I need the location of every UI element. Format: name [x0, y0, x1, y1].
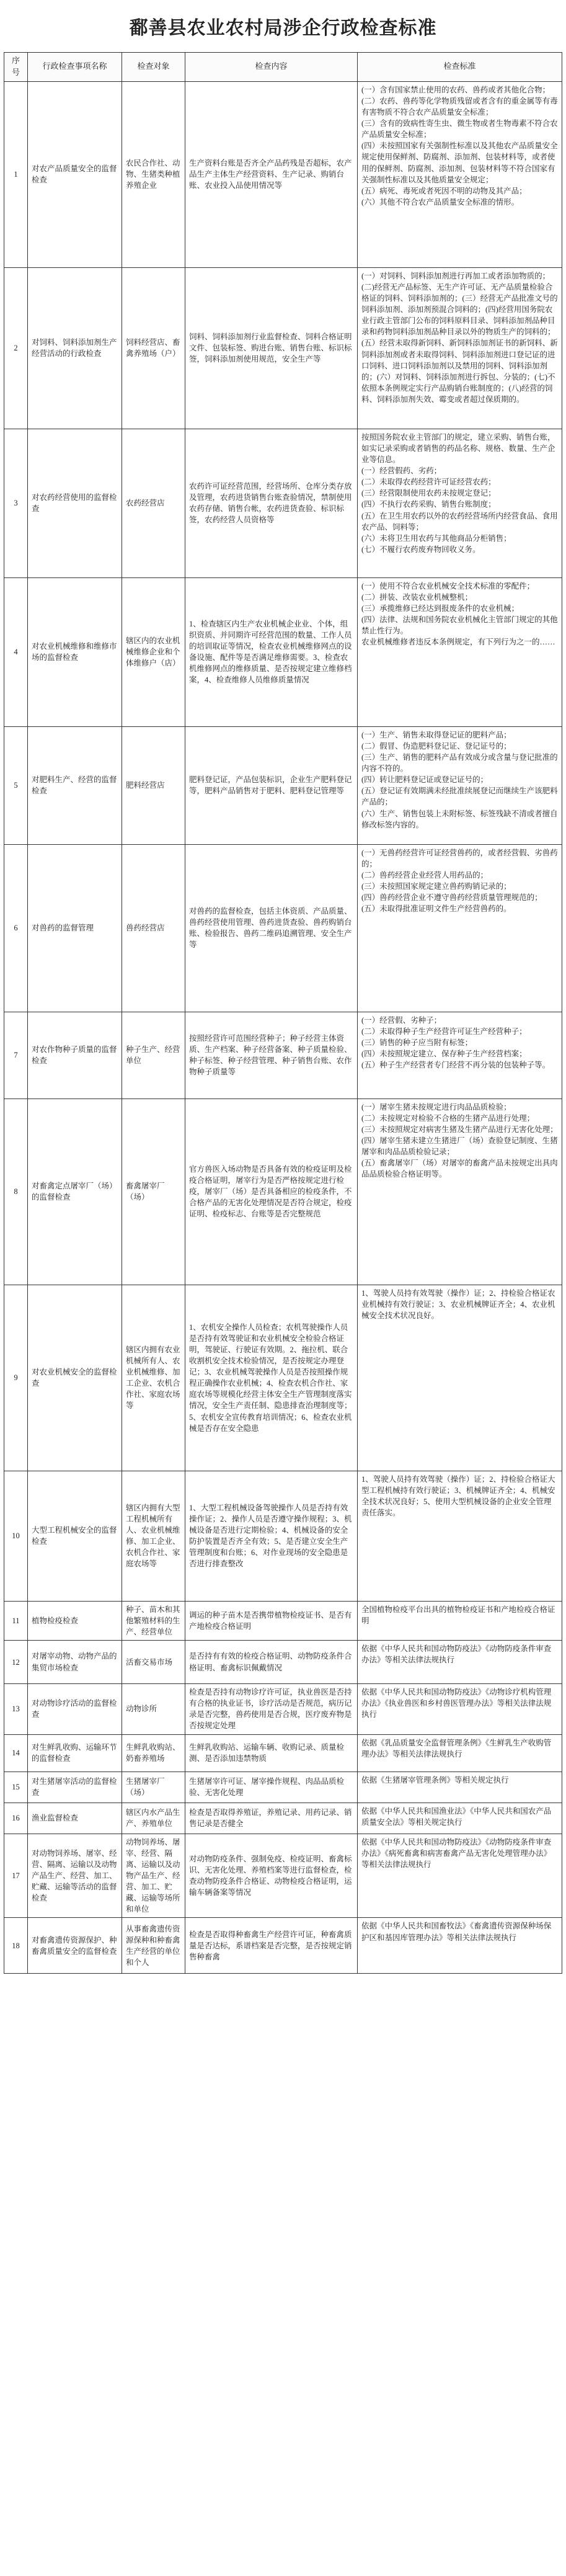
table-row: [4, 1099, 562, 1285]
row-number: 4: [4, 577, 28, 726]
inspection-standards-table: [4, 52, 562, 1974]
row-basis: 依据《中华人民共和国动物防疫法》《动物诊疗机构管理办法》《执业兽医和乡村兽医管理办法》等相关法律法规执行: [358, 1684, 562, 1735]
row-number: 13: [4, 1684, 28, 1735]
header-basis: 检查标准: [358, 53, 562, 82]
row-item: 对生猪屠宰活动的监督检查: [28, 1772, 122, 1803]
row-target: 农药经营店: [122, 429, 185, 577]
row-number: 15: [4, 1772, 28, 1803]
table-row: [4, 81, 562, 267]
row-basis: 依据《中华人民共和国畜牧法》《畜禽遗传资源保种场保护区和基因库管理办法》等相关法律法规执行: [358, 1918, 562, 1974]
row-content: 农药许可证经营范围，经营场所、仓库分类存放及管理，农药进货销售台账查验情况，禁制使用农药存储、销售台帐，农药进货查验、标识标签，农药经营人员资格等: [185, 429, 358, 577]
row-item: 对农业机械维修和维修市场的监督检查: [28, 577, 122, 726]
row-basis: 依据《乳品质量安全监督管理条例》《生鲜乳生产收购管理办法》等相关法律法规执行: [358, 1734, 562, 1772]
table-body: [4, 81, 562, 1974]
header-content: 检查内容: [185, 53, 358, 82]
row-number: 2: [4, 267, 28, 429]
row-content: 1、农机安全操作人员检查；农机驾驶操作人员是否持有效驾驶证和农业机械安全检验合格证明，驾驶证、行驶证有效期。2、拖拉机、联合收割机安全技术检验情况，是否按规定办理登记；3、农业机械驾驶操作人员是否按照操作规程正确操作农业机械；4、检查农机合作社、家庭农场等规模化经营主体安全生产管理制度落实情况，安全生产责任制、隐患排查治理制度等；5、农机安全宣传教育培训情况；6、检查农业机械是否存在安全隐患: [185, 1285, 358, 1471]
table-row: [4, 1772, 562, 1803]
row-content: 饲料、饲料添加剂行业监督检查、饲料合格证明文件、包装标签、购进台账、销售台账、标识标签，饲料添加剂使用规范，安全生产等: [185, 267, 358, 429]
row-content: 按照经营许可范围经营种子；种子经营主体资质、生产档案、种子经营备案、种子质量检验、种子标签、种子经营管理、种子销售台账、农作物种子质量等: [185, 1012, 358, 1099]
row-basis: (一）经营假、劣种子； (二）未取得种子生产经营许可证生产经营种子； (三）销售的种子应当附有标签； (四）未按照规定建立、保存种子生产经营档案； (五）种子生产经营者专门经营不再分装的包装种子等。: [358, 1012, 562, 1099]
row-target: 农民合作社、动物、生猪类种植养殖企业: [122, 81, 185, 267]
row-target: 辖区内水产品生产、养殖单位: [122, 1803, 185, 1834]
row-basis: 依据《中华人民共和国渔业法》《中华人民共和国农产品质量安全法》等相关规定执行: [358, 1803, 562, 1834]
row-number: 7: [4, 1012, 28, 1099]
row-basis: 1、驾驶人员持有效驾驶（操作）证；2、持检验合格证大型工程机械持有效行驶证；3、机械牌证齐全；4、机械安全技术状况良好；5、使用大型机械设备的企业安全管理责任落实。: [358, 1471, 562, 1601]
row-basis: (一）屠宰生猪未按规定进行肉品品质检验； (二）未按规定对检验不合格的生猪产品进行处理； (三）未按照规定对病害生猪及生猪产品进行无害化处理； (四）屠宰生猪未建立生猪进厂（场）查验登记制度、生猪屠宰和肉品品质检验记录； (五）畜禽屠宰厂（场）对屠宰的畜禽产品未按规定出具肉品品质检验合格证明等。: [358, 1099, 562, 1285]
row-basis: 全国植物检疫平台出具的植物检疫证书和产地检疫合格证明: [358, 1601, 562, 1640]
row-target: 种子生产、经营单位: [122, 1012, 185, 1099]
row-content: 1、大型工程机械设备驾驶操作人员是否持有效操作证；2、操作人员是否遵守操作规程；3、机械设备是否进行定期检验；4、机械设备的安全防护装置是否齐全有效；5、是否建立安全生产管理制度和台账；6、对作业现场的安全隐患是否进行排查整改: [185, 1471, 358, 1601]
row-basis: 依据《生猪屠宰管理条例》等相关规定执行: [358, 1772, 562, 1803]
row-number: 6: [4, 844, 28, 1012]
row-target: 生鲜乳收购站、奶畜养殖场: [122, 1734, 185, 1772]
row-number: 16: [4, 1803, 28, 1834]
row-content: 肥料登记证，产品包装标识，企业生产肥料登记等，肥料产品销售对于肥料、肥料登记管理等: [185, 726, 358, 844]
row-item: 对农产品质量安全的监督检查: [28, 81, 122, 267]
row-number: 1: [4, 81, 28, 267]
row-content: 生产资料台账是否齐全产品药残是否超标，农产品生产主体生产经营资料、生产记录、购销台账、农业投入品使用情况等: [185, 81, 358, 267]
table-row: [4, 1803, 562, 1834]
row-target: 畜禽屠宰厂（场）: [122, 1099, 185, 1285]
table-row: [4, 1641, 562, 1684]
row-content: 检查是否持有动物诊疗许可证，执业兽医是否持有合格的执业证书，诊疗活动是否规范，病历记录是否完整，兽药使用是否合规，医疗废弃物是否按规定处理: [185, 1684, 358, 1735]
row-item: 对屠宰动物、动物产品的集贸市场检查: [28, 1641, 122, 1684]
header-target: 检查对象: [122, 53, 185, 82]
row-target: 生猪屠宰厂（场）: [122, 1772, 185, 1803]
table-row: [4, 1734, 562, 1772]
row-number: 3: [4, 429, 28, 577]
row-target: 从事畜禽遗传资源保种和种畜禽生产经营的单位和个人: [122, 1918, 185, 1974]
row-content: 官方兽医入场动物是否具备有效的检疫证明及检疫合格证明，屠宰行为是否严格按规定进行检疫，屠宰厂（场）是否具备相应的检疫条件，不合格产品的无害化处理情况是否符合规定，检疫证明、检疫标志、台账等是否完整规范: [185, 1099, 358, 1285]
row-target: 辖区内拥有大型工程机械所有人、农业机械维修、加工企业、农机合作社、家庭农场等: [122, 1471, 185, 1601]
table-row: [4, 1471, 562, 1601]
row-item: 对农药经营使用的监督检查: [28, 429, 122, 577]
row-content: 检查是否取得养殖证，养殖记录、用药记录、销售记录是否健全: [185, 1803, 358, 1834]
row-number: 5: [4, 726, 28, 844]
table-row: [4, 1684, 562, 1735]
row-number: 14: [4, 1734, 28, 1772]
row-content: 是否持有有效的检疫合格证明、动物防疫条件合格证明、畜禽标识佩戴情况: [185, 1641, 358, 1684]
row-number: 18: [4, 1918, 28, 1974]
table-row: [4, 1285, 562, 1471]
table-row: [4, 1601, 562, 1640]
row-item: 对动物饲养场、屠宰、经营、隔离、运输以及动物产品生产、经营、加工、贮藏、运输等活动的监督检查: [28, 1834, 122, 1918]
row-content: 生猪屠宰许可证、屠宰操作规程、肉品品质检验、无害化处理: [185, 1772, 358, 1803]
row-target: 辖区内拥有农业机械所有人、农业机械维修、加工企业、农机合作社、家庭农场等: [122, 1285, 185, 1471]
row-item: 对肥料生产、经营的监督检查: [28, 726, 122, 844]
row-target: 辖区内的农业机械维修企业和个体维修户（店）: [122, 577, 185, 726]
row-item: 对动物诊疗活动的监督检查: [28, 1684, 122, 1735]
row-item: 渔业监督检查: [28, 1803, 122, 1834]
row-basis: 依据《中华人民共和国动物防疫法》《动物防疫条件审查办法》等相关法律法规执行: [358, 1641, 562, 1684]
row-target: 饲料经营店、畜禽养殖场（户）: [122, 267, 185, 429]
row-basis: (一）对饲料、饲料添加剂进行再加工或者添加物质的；(二)经营无产品标签、无生产许可证、无产品质量检验合格证的饲料、饲料添加剂的；(三）经营无产品批准文号的饲料添加剂、添加剂预混合饲料的；(四)经营用国务院农业行政主管部门公布的饲料原料目录、饲料添加剂品种目录和药物饲料添加剂品种目录以外的物质生产的饲料的；(五）经营未取得新饲料、新饲料添加剂证书的新饲料、新饲料添加剂或者未取得饲料、饲料添加剂进口登记证的进口饲料、进口饲料添加剂以及禁用的饲料、饲料添加剂的；(六）对饲料、饲料添加剂进行拆包、分装的；(七)不依照本条例规定实行产品购销台账制度的；(八)经营的饲料、饲料添加剂失效、霉变或者超过保质期的。: [358, 267, 562, 429]
row-content: 1、检查辖区内生产农业机械企业业、个体，组织资质、并同期许可经营范围的数量、工作人员的培训取证等情况，检查农业机械维修网点的设备设施、配件等是否满足维修需要。3、检查农机维修网点的维修质量、是否按规定建立维修档案，4、检查维修人员维修质量情况: [185, 577, 358, 726]
row-number: 12: [4, 1641, 28, 1684]
row-target: 肥料经营店: [122, 726, 185, 844]
row-content: 检查是否取得种畜禽生产经营许可证，种畜禽质量是否达标，系谱档案是否完整，是否按规定销售种畜禽: [185, 1918, 358, 1974]
row-content: 对动物防疫条件、强制免疫、检疫证明、畜禽标识、无害化处理、养殖档案等进行监督检查，检查动物防疫条件合格证、动物检疫合格证明，运输车辆备案等情况: [185, 1834, 358, 1918]
row-basis: 按照国务院农业主管部门的规定，建立采购、销售台账，如实记录采购或者销售的药品名称、规格、数量、生产企业等信息。 (一）经营假药、劣药； (二）未取得农药经营许可证经营农药； (三）经营限制使用农药未按规定登记； (四）不执行农药采购、销售台账制度； (五）在卫生用农药以外的农药经营场所内经营食品、食用农产品、饲料等； (六）未将卫生用农药与其他商品分柜销售； (七）不履行农药废弃物回收义务。: [358, 429, 562, 577]
row-number: 11: [4, 1601, 28, 1640]
row-basis: (一）无兽药经营许可证经营兽药的，或者经营假、劣兽药的； (二）兽药经营企业经营人用药品的； (三）未按照国家规定建立兽药购销记录的； (四）兽药经营企业不遵守兽药经营质量管理规范的； (五）未取得批准证明文件生产经营兽药的。: [358, 844, 562, 1012]
row-basis: 1、驾驶人员持有效驾驶（操作）证；2、持检验合格证农业机械持有效行驶证；3、农业机械牌证齐全；4、农业机械安全技术状况良好。: [358, 1285, 562, 1471]
row-content: 调运的种子苗木是否携带植物检疫证书、是否有产地检疫合格证明: [185, 1601, 358, 1640]
row-number: 10: [4, 1471, 28, 1601]
row-target: 动物饲养场、屠宰、经营、隔离、运输以及动物产品生产、经营、加工、贮藏、运输等场所和单位: [122, 1834, 185, 1918]
row-item: 大型工程机械安全的监督检查: [28, 1471, 122, 1601]
table-row: [4, 267, 562, 429]
row-target: 活畜交易市场: [122, 1641, 185, 1684]
table-row: [4, 577, 562, 726]
header-no: 序号: [4, 53, 28, 82]
row-basis: (一）使用不符合农业机械安全技术标准的零配件； (二）拼装、改装农业机械整机； (三）承揽维修已经达到报废条件的农业机械； (四）法律、法规和国务院农业机械化主管部门规定的其他禁止性行为。 农业机械维修者违反本条例规定，有下列行为之一的……: [358, 577, 562, 726]
row-basis: 依据《中华人民共和国动物防疫法》《动物防疫条件审查办法》《病死畜禽和病害畜禽产品无害化处理管理办法》等相关法律法规执行: [358, 1834, 562, 1918]
row-item: 对畜禽定点屠宰厂（场）的监督检查: [28, 1099, 122, 1285]
row-basis: (一）含有国家禁止使用的农药、兽药或者其他化合物； (二）农药、兽药等化学物质残留或者含有的重金属等有毒有害物质不符合农产品质量安全标准； (三）含有的致病性寄生虫、微生物或者生物毒素不符合农产品质量安全标准； (四）未按照国家有关强制性标准以及其他农产品质量安全规定使用保鲜剂、防腐剂、添加剂、包装材料等，或者使用的保鲜剂、防腐剂、添加剂、包装材料等不符合国家有关强制性标准以及其他质量安全规定； (五）病死、毒死或者死因不明的动物及其产品； (六）其他不符合农产品质量安全标准的情形。: [358, 81, 562, 267]
table-row: [4, 1012, 562, 1099]
row-item: 对兽药的监督管理: [28, 844, 122, 1012]
table-row: [4, 726, 562, 844]
table-row: [4, 844, 562, 1012]
row-target: 种子、苗木和其他繁殖材料的生产、经营单位: [122, 1601, 185, 1640]
row-content: 生鲜乳收购站、运输车辆、收购记录、质量检测、是否添加违禁物质: [185, 1734, 358, 1772]
table-row: [4, 1918, 562, 1974]
table-row: [4, 429, 562, 577]
row-item: 对生鲜乳收购、运输环节的监督检查: [28, 1734, 122, 1772]
table-header-row: [4, 53, 562, 82]
row-target: 动物诊所: [122, 1684, 185, 1735]
row-content: 对兽药的监督检查，包括主体资质、产品质量、兽药经营使用管理、兽药进货查验、兽药购销台账、检验报告、兽药二维码追溯管理、安全生产等: [185, 844, 358, 1012]
row-item: 对畜禽遗传资源保护、种畜禽质量安全的监督检查: [28, 1918, 122, 1974]
row-number: 17: [4, 1834, 28, 1918]
table-row: [4, 1834, 562, 1918]
row-item: 对农业机械安全的监督检查: [28, 1285, 122, 1471]
row-number: 9: [4, 1285, 28, 1471]
header-item: 行政检查事项名称: [28, 53, 122, 82]
row-item: 对饲料、饲料添加剂生产经营活动的行政检查: [28, 267, 122, 429]
page-title: 鄱善县农业农村局涉企行政检查标准: [129, 18, 437, 38]
row-target: 兽药经营店: [122, 844, 185, 1012]
row-item: 植物检疫检查: [28, 1601, 122, 1640]
row-item: 对农作物种子质量的监督检查: [28, 1012, 122, 1099]
row-basis: (一）生产、销售未取得登记证的肥料产品； (二）假冒、伪造肥料登记证、登记证号的； (三）生产、销售的肥料产品有效成分或含量与登记批准的内容不符的。 (四）转让肥料登记证或登记证号的； (五）登记证有效期满未经批准续展登记而继续生产该肥料产品的； (六）生产、销售包装上未附标签、标签残缺不清或者擅自修改标签内容的。: [358, 726, 562, 844]
row-number: 8: [4, 1099, 28, 1285]
